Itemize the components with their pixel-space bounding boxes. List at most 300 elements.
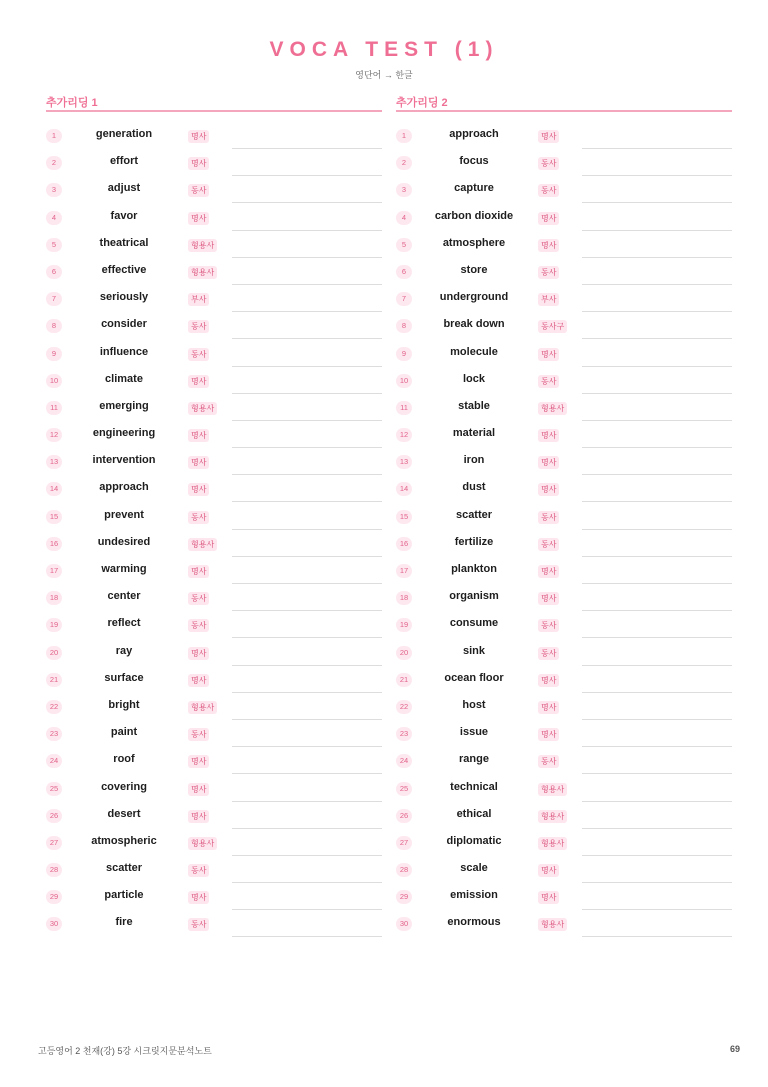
word-row (396, 505, 732, 532)
answer-line[interactable] (582, 175, 732, 176)
word-row (46, 885, 382, 912)
item-number: 21 (396, 673, 412, 687)
answer-line[interactable] (232, 366, 382, 367)
answer-line[interactable] (232, 936, 382, 937)
word-row (396, 369, 732, 396)
page-subtitle: 영단어 → 한글 (355, 70, 413, 80)
item-number: 1 (396, 129, 412, 143)
vocab-word: dust (462, 481, 486, 494)
answer-line[interactable] (232, 882, 382, 883)
part-of-speech-badge: 명사 (538, 701, 559, 714)
answer-line[interactable] (582, 257, 732, 258)
word-row (46, 749, 382, 776)
answer-line[interactable] (232, 529, 382, 530)
answer-line[interactable] (582, 366, 732, 367)
answer-line[interactable] (582, 610, 732, 611)
item-number: 6 (46, 265, 62, 279)
word-row (46, 586, 382, 613)
part-of-speech-badge: 동사 (188, 511, 209, 524)
word-row (46, 804, 382, 831)
item-number: 23 (396, 727, 412, 741)
vocab-word: fire (115, 916, 133, 929)
word-row (46, 722, 382, 749)
vocab-word: climate (105, 372, 143, 385)
answer-line[interactable] (232, 284, 382, 285)
part-of-speech-badge: 동사 (538, 647, 559, 660)
vocab-word: undesired (97, 535, 151, 548)
item-number: 19 (46, 618, 62, 632)
vocab-word: range (459, 753, 489, 766)
item-number: 2 (396, 156, 412, 170)
word-row (46, 260, 382, 287)
vocab-word: material (452, 427, 496, 440)
part-of-speech-badge: 형용사 (538, 402, 567, 415)
part-of-speech-badge: 명사 (188, 755, 209, 768)
part-of-speech-badge: 동사 (188, 184, 209, 197)
word-row (46, 369, 382, 396)
item-number: 12 (396, 428, 412, 442)
item-number: 18 (46, 591, 62, 605)
part-of-speech-badge: 명사 (188, 565, 209, 578)
vocab-word: lock (462, 372, 485, 385)
part-of-speech-badge: 명사 (188, 674, 209, 687)
item-number: 15 (396, 510, 412, 524)
vocab-word: center (107, 590, 141, 603)
part-of-speech-badge: 명사 (188, 456, 209, 469)
answer-line[interactable] (232, 420, 382, 421)
word-row (46, 477, 382, 504)
part-of-speech-badge: 형용사 (538, 810, 567, 823)
word-row (46, 206, 382, 233)
part-of-speech-badge: 명사 (188, 130, 209, 143)
answer-line[interactable] (582, 882, 732, 883)
part-of-speech-badge: 명사 (538, 429, 559, 442)
page-number: 69 (729, 1044, 740, 1054)
item-number: 29 (46, 890, 62, 904)
answer-line[interactable] (582, 556, 732, 557)
part-of-speech-badge: 명사 (538, 130, 559, 143)
word-row (46, 342, 382, 369)
answer-line[interactable] (582, 474, 732, 475)
answer-line[interactable] (582, 936, 732, 937)
item-number: 7 (46, 292, 62, 306)
answer-line[interactable] (232, 746, 382, 747)
part-of-speech-badge: 명사 (188, 429, 209, 442)
vocab-word: desert (107, 807, 141, 820)
word-row (396, 777, 732, 804)
part-of-speech-badge: 명사 (188, 375, 209, 388)
vocab-word: break down (443, 318, 505, 331)
word-row (396, 668, 732, 695)
vocab-word: sink (462, 644, 485, 657)
answer-line[interactable] (582, 855, 732, 856)
part-of-speech-badge: 동사 (188, 348, 209, 361)
word-row (396, 178, 732, 205)
vocab-word: host (462, 698, 486, 711)
part-of-speech-badge: 명사 (538, 864, 559, 877)
answer-line[interactable] (232, 202, 382, 203)
vocab-word: plankton (451, 563, 497, 575)
answer-line[interactable] (232, 801, 382, 802)
part-of-speech-badge: 형용사 (538, 918, 567, 931)
part-of-speech-badge: 형용사 (188, 402, 217, 415)
part-of-speech-badge: 동사 (538, 184, 559, 197)
vocab-word: stable (458, 399, 490, 412)
answer-line[interactable] (232, 855, 382, 856)
answer-line[interactable] (582, 447, 732, 448)
answer-line[interactable] (232, 692, 382, 693)
vocab-word: issue (459, 726, 489, 739)
part-of-speech-badge: 형용사 (538, 837, 567, 850)
vocab-word: emerging (99, 399, 149, 412)
part-of-speech-badge: 동사 (538, 511, 559, 524)
vocab-word: effective (101, 263, 147, 276)
part-of-speech-badge: 부사 (538, 293, 559, 306)
answer-line[interactable] (582, 230, 732, 231)
answer-line[interactable] (582, 202, 732, 203)
item-number: 16 (46, 537, 62, 551)
word-row (396, 912, 732, 939)
item-number: 10 (396, 374, 412, 388)
item-number: 30 (396, 917, 412, 931)
item-number: 26 (46, 809, 62, 823)
item-number: 20 (396, 646, 412, 660)
answer-line[interactable] (582, 909, 732, 910)
answer-line[interactable] (582, 393, 732, 394)
word-row (46, 668, 382, 695)
answer-line[interactable] (232, 583, 382, 584)
item-number: 20 (46, 646, 62, 660)
part-of-speech-badge: 명사 (188, 783, 209, 796)
word-row (46, 858, 382, 885)
vocab-word: ocean floor (444, 671, 504, 684)
word-row (396, 641, 732, 668)
vocab-word: surface (104, 671, 144, 684)
word-row (396, 613, 732, 640)
part-of-speech-badge: 동사 (188, 320, 209, 333)
answer-line[interactable] (582, 746, 732, 747)
item-number: 30 (46, 917, 62, 931)
word-row (396, 396, 732, 423)
item-number: 22 (396, 700, 412, 714)
answer-line[interactable] (582, 148, 732, 149)
vocab-word: focus (459, 155, 489, 168)
word-row (46, 233, 382, 260)
answer-line[interactable] (582, 665, 732, 666)
vocab-word: engineering (92, 427, 156, 440)
part-of-speech-badge: 명사 (538, 483, 559, 496)
part-of-speech-badge: 명사 (538, 212, 559, 225)
item-number: 14 (46, 482, 62, 496)
word-row (396, 559, 732, 586)
answer-line[interactable] (232, 447, 382, 448)
item-number: 22 (46, 700, 62, 714)
answer-line[interactable] (232, 556, 382, 557)
item-number: 2 (46, 156, 62, 170)
word-row (396, 722, 732, 749)
answer-line[interactable] (582, 583, 732, 584)
vocab-word: molecule (450, 345, 498, 358)
item-number: 27 (396, 836, 412, 850)
section-reading-2 (396, 94, 732, 940)
word-row (46, 151, 382, 178)
part-of-speech-badge: 동사 (188, 728, 209, 741)
part-of-speech-badge: 형용사 (538, 783, 567, 796)
item-number: 9 (46, 347, 62, 361)
answer-line[interactable] (232, 665, 382, 666)
vocab-word: scale (460, 862, 488, 875)
item-number: 26 (396, 809, 412, 823)
vocab-word: iron (463, 454, 485, 467)
answer-line[interactable] (582, 529, 732, 530)
item-number: 1 (46, 129, 62, 143)
item-number: 7 (396, 292, 412, 306)
section-title: 추가리딩 1 (46, 94, 382, 112)
vocab-word: ray (115, 644, 133, 657)
word-row (46, 641, 382, 668)
item-number: 3 (396, 183, 412, 197)
page-title: VOCA TEST (1) (269, 38, 499, 61)
vocab-word: ethical (456, 807, 492, 820)
item-number: 12 (46, 428, 62, 442)
answer-line[interactable] (582, 420, 732, 421)
word-row (46, 695, 382, 722)
part-of-speech-badge: 동사 (188, 918, 209, 931)
item-number: 28 (396, 863, 412, 877)
item-number: 25 (46, 782, 62, 796)
part-of-speech-badge: 형용사 (188, 538, 217, 551)
item-number: 13 (396, 455, 412, 469)
vocab-word: store (460, 263, 488, 276)
item-number: 24 (396, 754, 412, 768)
item-number: 6 (396, 265, 412, 279)
word-row (396, 477, 732, 504)
item-number: 8 (46, 319, 62, 333)
word-row (46, 124, 382, 151)
vocab-word: theatrical (99, 236, 149, 249)
answer-line[interactable] (582, 801, 732, 802)
vocab-word: favor (110, 209, 138, 222)
vocab-word: warming (101, 563, 147, 575)
word-row (396, 586, 732, 613)
item-number: 27 (46, 836, 62, 850)
word-row (46, 505, 382, 532)
answer-line[interactable] (232, 311, 382, 312)
vocab-word: emission (450, 889, 498, 902)
item-number: 10 (46, 374, 62, 388)
vocab-word: fertilize (454, 535, 494, 548)
vocab-word: enormous (447, 916, 501, 929)
word-row (396, 423, 732, 450)
item-number: 28 (46, 863, 62, 877)
answer-line[interactable] (232, 393, 382, 394)
item-number: 24 (46, 754, 62, 768)
vocab-word: intervention (92, 454, 156, 467)
answer-line[interactable] (232, 909, 382, 910)
answer-line[interactable] (232, 828, 382, 829)
answer-line[interactable] (232, 610, 382, 611)
part-of-speech-badge: 동사 (188, 592, 209, 605)
vocab-word: effort (109, 155, 139, 168)
item-number: 23 (46, 727, 62, 741)
word-row (396, 233, 732, 260)
answer-line[interactable] (582, 637, 732, 638)
vocab-word: underground (439, 291, 509, 304)
part-of-speech-badge: 명사 (538, 239, 559, 252)
part-of-speech-badge: 명사 (188, 212, 209, 225)
section-title: 추가리딩 2 (396, 94, 732, 112)
vocab-word: carbon dioxide (434, 209, 514, 222)
vocab-word: generation (95, 128, 153, 140)
item-number: 11 (46, 401, 62, 415)
word-row (46, 450, 382, 477)
word-row (396, 749, 732, 776)
item-number: 21 (46, 673, 62, 687)
vocab-word: organism (449, 590, 499, 603)
item-number: 4 (396, 211, 412, 225)
word-row (396, 695, 732, 722)
part-of-speech-badge: 명사 (538, 348, 559, 361)
vocab-word: technical (450, 780, 498, 793)
answer-line[interactable] (232, 148, 382, 149)
word-row (46, 532, 382, 559)
answer-line[interactable] (582, 311, 732, 312)
part-of-speech-badge: 명사 (538, 456, 559, 469)
part-of-speech-badge: 명사 (538, 674, 559, 687)
answer-line[interactable] (232, 230, 382, 231)
vocab-word: consider (101, 318, 147, 331)
word-row (46, 613, 382, 640)
answer-line[interactable] (582, 773, 732, 774)
vocab-word: diplomatic (446, 834, 502, 847)
part-of-speech-badge: 형용사 (188, 266, 217, 279)
vocab-word: capture (454, 182, 494, 195)
answer-line[interactable] (582, 828, 732, 829)
vocab-word: roof (113, 753, 135, 766)
item-number: 17 (46, 564, 62, 578)
vocab-word: particle (104, 889, 144, 902)
answer-line[interactable] (232, 501, 382, 502)
part-of-speech-badge: 명사 (188, 810, 209, 823)
item-number: 18 (396, 591, 412, 605)
part-of-speech-badge: 동사 (188, 619, 209, 632)
part-of-speech-badge: 형용사 (188, 701, 217, 714)
word-list (396, 124, 732, 940)
item-number: 11 (396, 401, 412, 415)
item-number: 14 (396, 482, 412, 496)
word-list (46, 124, 382, 940)
part-of-speech-badge: 명사 (188, 157, 209, 170)
answer-line[interactable] (232, 719, 382, 720)
vocab-word: reflect (107, 617, 141, 630)
word-row (396, 885, 732, 912)
vocab-word: approach (99, 481, 149, 494)
answer-line[interactable] (232, 773, 382, 774)
word-row (396, 124, 732, 151)
item-number: 8 (396, 319, 412, 333)
part-of-speech-badge: 동사 (538, 538, 559, 551)
word-row (396, 314, 732, 341)
word-row (396, 804, 732, 831)
part-of-speech-badge: 동사 (538, 755, 559, 768)
section-reading-1 (46, 94, 382, 940)
word-row (46, 559, 382, 586)
part-of-speech-badge: 형용사 (188, 239, 217, 252)
part-of-speech-badge: 동사 (538, 157, 559, 170)
vocab-word: adjust (107, 182, 141, 195)
vocab-word: covering (101, 780, 147, 793)
word-row (396, 450, 732, 477)
answer-line[interactable] (582, 338, 732, 339)
item-number: 25 (396, 782, 412, 796)
item-number: 17 (396, 564, 412, 578)
part-of-speech-badge: 명사 (188, 483, 209, 496)
part-of-speech-badge: 명사 (538, 565, 559, 578)
answer-line[interactable] (232, 175, 382, 176)
word-row (396, 831, 732, 858)
part-of-speech-badge: 명사 (538, 891, 559, 904)
answer-line[interactable] (582, 719, 732, 720)
vocab-word: consume (449, 617, 499, 630)
word-row (396, 206, 732, 233)
part-of-speech-badge: 동사 (538, 619, 559, 632)
item-number: 13 (46, 455, 62, 469)
word-row (396, 151, 732, 178)
word-row (396, 858, 732, 885)
item-number: 5 (46, 238, 62, 252)
word-row (46, 831, 382, 858)
answer-line[interactable] (232, 338, 382, 339)
word-row (46, 178, 382, 205)
word-row (396, 342, 732, 369)
answer-line[interactable] (582, 501, 732, 502)
part-of-speech-badge: 동사 (538, 375, 559, 388)
word-row (46, 287, 382, 314)
vocab-word: atmosphere (442, 236, 506, 249)
answer-line[interactable] (232, 637, 382, 638)
answer-line[interactable] (232, 474, 382, 475)
part-of-speech-badge: 명사 (188, 647, 209, 660)
part-of-speech-badge: 동사 (538, 266, 559, 279)
item-number: 19 (396, 618, 412, 632)
word-row (46, 912, 382, 939)
word-row (46, 314, 382, 341)
word-row (46, 777, 382, 804)
part-of-speech-badge: 동사 (188, 864, 209, 877)
vocab-word: scatter (455, 508, 493, 521)
item-number: 9 (396, 347, 412, 361)
part-of-speech-badge: 명사 (188, 891, 209, 904)
item-number: 5 (396, 238, 412, 252)
answer-line[interactable] (582, 692, 732, 693)
part-of-speech-badge: 부사 (188, 293, 209, 306)
part-of-speech-badge: 동사구 (538, 320, 567, 333)
footer-book-title: 고등영어 2 천재(강) 5강 시크릿지문분석노트 (38, 1046, 212, 1056)
word-row (46, 396, 382, 423)
vocab-word: bright (108, 698, 140, 711)
answer-line[interactable] (232, 257, 382, 258)
item-number: 16 (396, 537, 412, 551)
item-number: 15 (46, 510, 62, 524)
vocab-word: approach (449, 128, 499, 140)
vocab-word: atmospheric (91, 834, 157, 847)
answer-line[interactable] (582, 284, 732, 285)
item-number: 29 (396, 890, 412, 904)
vocab-word: scatter (105, 862, 143, 875)
part-of-speech-badge: 명사 (538, 728, 559, 741)
word-row (396, 260, 732, 287)
part-of-speech-badge: 형용사 (188, 837, 217, 850)
